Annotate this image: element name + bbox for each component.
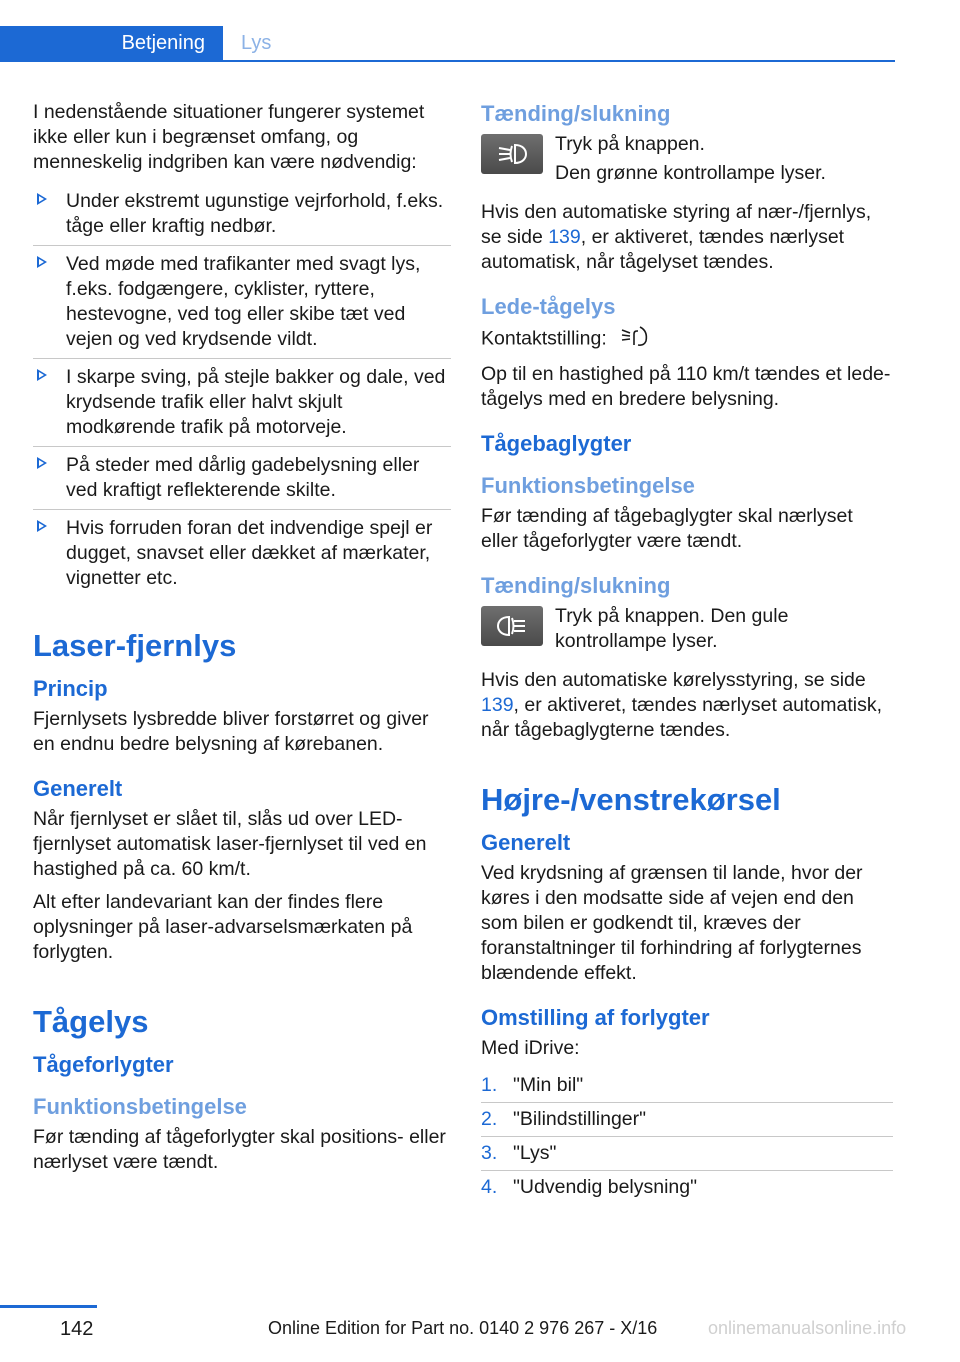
lede-kontakt [481,325,893,354]
list-item-text: Hvis forruden foran det indvendige spejl er dugget, snavset eller dækket af mærkater, vignetter etc. [66,517,433,589]
auto1-text-b: , er aktiveret, tændes nærlyset automatisk, når tågelyset tændes. [481,226,845,273]
step-text: "Udvendig belysning" [513,1176,698,1198]
list-item-text: Under ekstremt ugunstige vejrforhold, f.eks. tåge eller kraftig nedbør. [66,190,444,237]
lede-text: Op til en hastighed på 110 km/t tændes et lede-tågelys med en bredere belysning. [481,363,891,410]
list-item [33,183,451,246]
laser-heading: Laser-fjernlys [33,628,237,663]
list-item-text: Ved møde med trafikanter med svagt lys, f.eks. fodgængere, cyklister, ryttere, hestevogne, ved tog eller skibe tæt ved vejen og ved krydsende vildt. [66,253,421,350]
triangle-bullet-icon [37,369,47,381]
triangle-bullet-icon [37,193,47,205]
list-item-text: På steder med dårlig gadebelysning eller ved kraftigt reflekterende skilte. [66,454,420,501]
list-item [33,359,451,447]
auto1-text-a: Hvis den automatiske styring af nær-/fjernlys, se side [481,201,872,248]
lede-heading: Lede-tågelys [481,294,616,319]
right-column [481,100,893,1204]
list-item [33,447,451,510]
list-item [481,1171,893,1204]
list-item [33,246,451,359]
triangle-bullet-icon [37,520,47,532]
step-text: "Min bil" [513,1074,584,1096]
steps-list [481,1069,893,1204]
auto2-text-a: Hvis den automatiske kørelysstyring, se side [481,669,866,691]
generelt-text-2: Alt efter landevariant kan der findes flere oplysninger på laser-advarselsmærkaten på forlygten. [33,891,413,963]
oms-text: Med iDrive: [481,1037,580,1059]
step-text: "Lys" [513,1142,557,1164]
auto1-text [481,200,893,275]
page-link-139[interactable]: 139 [481,694,514,716]
taagelys-heading: Tågelys [33,1004,149,1039]
rear-fog-light-button-icon [481,606,543,646]
hv-heading: Højre-/venstrekørsel [481,782,781,817]
lede-kontakt-label: Kontaktstilling: [481,327,607,350]
page-link-139[interactable]: 139 [548,226,581,248]
taend2-text: Tryk på knappen. Den gule kontrollampe lyser. [555,605,789,652]
taend1-heading: Tænding/slukning [481,101,671,126]
list-item [481,1069,893,1103]
watermark-text: onlinemanualsonline.info [708,1318,907,1338]
step-number: 2. [481,1108,498,1130]
situation-list [33,183,451,597]
bag-funktion-text: Før tænding af tågebaglygter skal nærlyset eller tågeforlygter være tændt. [481,505,853,552]
generelt-text-1: Når fjernlyset er slået til, slås ud over LED-fjernlyset automatisk laser-fjernlyset til ved en hastighed på ca. 60 km/t. [33,808,427,880]
triangle-bullet-icon [37,457,47,469]
step-number: 1. [481,1074,498,1096]
header-rule [0,60,895,62]
taend1-line1: Tryk på knappen. [555,133,705,155]
list-item [33,510,451,597]
funktion-heading: Funktionsbetingelse [33,1094,247,1119]
tab-betjening-label: Betjening [121,31,205,54]
hv-generelt-text: Ved krydsning af grænsen til lande, hvor der køres i den modsatte side af vejen end den som bilen er godkendt til, kræves der foranstaltninger til forhindring af forlygternes blændende effekt. [481,862,863,984]
auto2-text-b: , er aktiveret, tændes nærlyset automatisk, når tågebaglygterne tændes. [481,694,883,741]
rear-fog-button-row [481,604,893,658]
hv-generelt-heading: Generelt [481,830,571,855]
intro-text: I nedenstående situationer fungerer systemet ikke eller kun i begrænset omfang, og menneskelig indgriben kan være nødvendig: [33,101,425,173]
oms-heading: Omstilling af forlygter [481,1005,710,1030]
taend1-line2: Den grønne kontrollampe lyser. [555,162,826,184]
tab-lys[interactable] [223,26,311,60]
step-text: "Bilindstillinger" [513,1108,647,1130]
front-fog-button-row [481,132,893,190]
edition-text: Online Edition for Part no. 0140 2 976 267 - X/16 [268,1318,658,1338]
top-navigation [0,0,895,62]
generelt-heading: Generelt [33,776,123,801]
princip-heading: Princip [33,676,108,701]
tab-betjening[interactable] [0,26,223,60]
footer-rule [0,1305,97,1308]
list-item-text: I skarpe sving, på stejle bakker og dale, ved krydsende trafik eller halvt skjult modkørende trafik på motorveje. [66,366,446,438]
taageforlygter-heading: Tågeforlygter [33,1052,174,1077]
bag-funktion-heading: Funktionsbetingelse [481,473,695,498]
princip-text: Fjernlysets lysbredde bliver forstørret og giver en endnu bedre belysning af kørebanen. [33,708,429,755]
page-number: 142 [60,1318,94,1340]
list-item [481,1103,893,1137]
auto2-text [481,668,893,743]
funktion-text: Før tænding af tågeforlygter skal positions- eller nærlyset være tændt. [33,1126,446,1173]
triangle-bullet-icon [37,256,47,268]
bag-heading: Tågebaglygter [481,431,632,456]
taend2-heading: Tænding/slukning [481,573,671,598]
left-column [33,100,451,1183]
step-number: 3. [481,1142,498,1164]
step-number: 4. [481,1176,498,1198]
ignition-position-icon [620,325,650,354]
tab-lys-label: Lys [241,31,272,54]
list-item [481,1137,893,1171]
front-fog-light-button-icon [481,134,543,174]
